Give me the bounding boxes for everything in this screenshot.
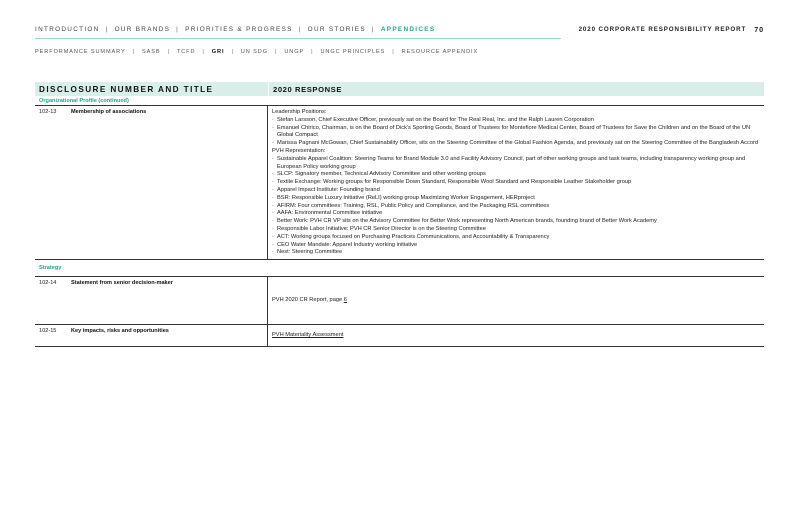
- nav-separator: |: [371, 25, 375, 33]
- subnav-performance-summary[interactable]: PERFORMANCE SUMMARY: [35, 49, 126, 55]
- list-item-text: SLCP: Signatory member, Technical Advisory Committee and other working groups: [277, 171, 486, 178]
- list-item: · Stefan Larsson, Chief Executive Officer, previously sat on the Board for The Real Real, Inc. and the Ralph Lauren Corporation: [272, 117, 764, 125]
- report-header: [579, 23, 764, 35]
- list-item-text: Emanuel Chirico, Chairman, is on the Board of Dick's Sporting Goods, Board of Trustees for Montefiore Medical Center, Board of Trustees for Save the Children and on the Board of the UN Global Compact: [277, 124, 751, 139]
- nav-appendices[interactable]: APPENDICES: [380, 25, 436, 33]
- disclosure-title: Membership of associations: [71, 109, 147, 115]
- response-cell: [268, 277, 764, 324]
- list-item: · Nest: Steering Committee: [272, 249, 764, 257]
- nav-divider: [35, 38, 561, 39]
- nav-separator: |: [176, 25, 180, 33]
- subnav-separator: |: [167, 49, 170, 55]
- list-item: · ACT: Working groups focused on Purchasing Practices Communications, and Accountability & Transparency: [272, 234, 764, 242]
- table-row: [35, 277, 764, 325]
- list-item-text: Nest: Steering Committee: [277, 249, 343, 256]
- top-navigation: [35, 23, 435, 35]
- list-item: · Apparel Impact Institute: Founding brand: [272, 187, 764, 195]
- page-number: 70: [754, 24, 764, 34]
- subnav-ungp[interactable]: UNGP: [284, 49, 305, 55]
- list-item-text: ACT: Working groups focused on Purchasing Practices Communications, and Accountability & Transparency: [277, 233, 550, 240]
- column-header-response: 2020 RESPONSE: [268, 82, 342, 96]
- subnav-separator: |: [311, 49, 314, 55]
- list-item: · Better Work: PVH CR VP sits on the Advisory Committee for Better Work representing North American brands, founding brand of Better Work Academy: [272, 218, 764, 226]
- subnav-separator: |: [132, 49, 136, 55]
- subnav-separator: |: [202, 49, 205, 55]
- subnav-sasb[interactable]: SASB: [142, 49, 161, 55]
- response-subheading: PVH Representation:: [272, 147, 326, 154]
- section-heading-organizational-profile: Organizational Profile (continued): [35, 96, 764, 106]
- list-item: · CEO Water Mandate: Apparel Industry working initiative: [272, 242, 764, 250]
- nav-introduction[interactable]: INTRODUCTION: [35, 25, 100, 33]
- list-item-text: CEO Water Mandate: Apparel Industry working initiative: [277, 241, 418, 248]
- list-item: · BSR: Responsible Luxury Initiative (ReLI) working group Maximizing Worker Engagement, HERproject: [272, 195, 764, 203]
- list-item: · Marissa Pagnani McGowan, Chief Sustainability Officer, sits on the Steering Committee of the Global Fashion Agenda, and previously sat on the Steering Committee of the Bangladesh Accord: [272, 140, 764, 148]
- table-row: [35, 325, 764, 347]
- list-item-text: AFIRM: Four committees: Training, RSL, Public Policy and Compliance, and the Packaging RSL committees: [277, 202, 550, 209]
- disclosure-cell: [35, 106, 268, 259]
- list-item: · SLCP: Signatory member, Technical Advisory Committee and other working groups: [272, 171, 764, 179]
- column-header-disclosure: DISCLOSURE NUMBER AND TITLE: [39, 84, 214, 94]
- subnav-resource-appendix[interactable]: RESOURCE APPENDIX: [401, 49, 479, 55]
- list-item: · Responsible Labor Initiative: PVH CR Senior Director is on the Steering Committee: [272, 226, 764, 234]
- list-item-text: Responsible Labor Initiative: PVH CR Senior Director is on the Steering Committee: [277, 225, 486, 232]
- list-item: · AAFA: Environmental Committee initiative: [272, 210, 764, 218]
- nav-separator: |: [105, 25, 109, 33]
- disclosure-table: [35, 82, 764, 347]
- list-item-text: Textile Exchange: Working groups for Responsible Down Standard, Responsible Wool Standard and Responsible Leather Stakeholder group: [277, 179, 632, 186]
- subnav-ungc-principles[interactable]: UNGC PRINCIPLES: [320, 49, 386, 55]
- list-item-text: Sustainable Apparel Coalition: Steering Teams for Brand Module 3.0 and Facility Advisory Council, part of other working groups and task teams, including transparency working group and European Policy working group: [277, 155, 746, 170]
- list-item-text: AAFA: Environmental Committee initiative: [277, 210, 383, 217]
- disclosure-number: 102-14: [39, 280, 57, 287]
- disclosure-title: Statement from senior decision-maker: [71, 280, 173, 287]
- disclosure-number: 102-15: [39, 328, 57, 335]
- report-title: 2020 CORPORATE RESPONSIBILITY REPORT: [578, 25, 747, 33]
- subnav-separator: |: [274, 49, 278, 55]
- response-subheading: Leadership Positions:: [272, 109, 327, 115]
- disclosure-cell: [35, 325, 268, 346]
- nav-priorities-progress[interactable]: PRIORITIES & PROGRESS: [185, 25, 293, 33]
- table-row: [35, 106, 764, 260]
- disclosure-title: Key impacts, risks and opportunities: [71, 328, 169, 335]
- list-item-text: Apparel Impact Institute: Founding brand: [277, 186, 380, 193]
- list-item-text: Better Work: PVH CR VP sits on the Advisory Committee for Better Work representing North American brands, founding brand of Better Work Academy: [277, 218, 657, 225]
- subnav-separator: |: [392, 49, 395, 55]
- section-heading-strategy: Strategy: [35, 260, 764, 277]
- table-header: [35, 82, 764, 96]
- subnav-tcfd[interactable]: TCFD: [176, 49, 196, 55]
- disclosure-cell: [35, 277, 268, 324]
- nav-our-stories[interactable]: OUR STORIES: [307, 25, 366, 33]
- page-link[interactable]: 6: [343, 297, 347, 304]
- sub-navigation: [35, 47, 478, 57]
- subnav-un-sdg[interactable]: UN SDG: [240, 49, 268, 55]
- response-cell: [268, 325, 764, 346]
- subnav-separator: |: [231, 49, 234, 55]
- materiality-assessment-link[interactable]: PVH Materiality Assessment: [272, 332, 344, 339]
- list-item-text: BSR: Responsible Luxury Initiative (ReLI) working group Maximizing Worker Engagement, HERproject: [277, 194, 535, 201]
- list-item: · Emanuel Chirico, Chairman, is on the Board of Dick's Sporting Goods, Board of Trustees for Montefiore Medical Center, Board of Trustees for Save the Children and on the Board of the UN Global Compact: [272, 125, 764, 141]
- nav-our-brands[interactable]: OUR BRANDS: [114, 25, 171, 33]
- list-item: · AFIRM: Four committees: Training, RSL, Public Policy and Compliance, and the Packaging RSL committees: [272, 203, 764, 211]
- list-item-text: Marissa Pagnani McGowan, Chief Sustainability Officer, sits on the Steering Committee of the Global Fashion Agenda, and previously sat on the Steering Committee of the Bangladesh Accord: [277, 140, 759, 147]
- list-item: · Textile Exchange: Working groups for Responsible Down Standard, Responsible Wool Standard and Responsible Leather Stakeholder group: [272, 179, 764, 187]
- subnav-gri[interactable]: GRI: [211, 49, 225, 55]
- response-cell: [268, 106, 764, 259]
- disclosure-number: 102-13: [39, 109, 57, 115]
- response-text: PVH 2020 CR Report, page: [272, 297, 344, 304]
- list-item: · Sustainable Apparel Coalition: Steering Teams for Brand Module 3.0 and Facility Advisory Council, part of other working groups and task teams, including transparency working group and European Policy working group: [272, 156, 764, 172]
- list-item-text: Stefan Larsson, Chief Executive Officer, previously sat on the Board for The Real Real, Inc. and the Ralph Lauren Corporation: [277, 116, 594, 123]
- nav-separator: |: [298, 25, 302, 33]
